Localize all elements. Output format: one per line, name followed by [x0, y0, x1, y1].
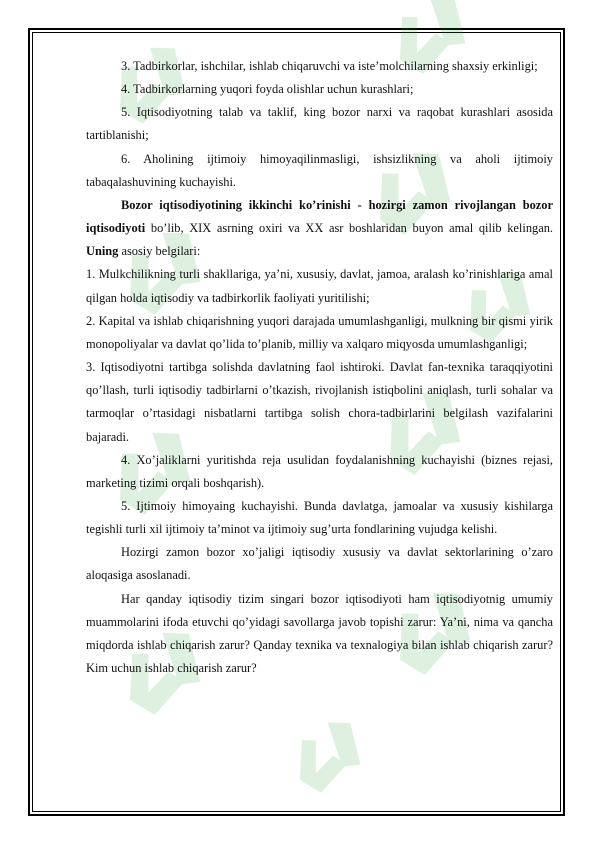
paragraph: 4. Xo’jaliklarni yuritishda reja usulidan foydalanishning kuchayishi (biznes rejasi, marketing tizimi orqali boshqarish).: [86, 452, 553, 490]
paragraph: 6. Aholining ijtimoiy himoyaqilinmasligi, ishsizlikning va aholi ijtimoiy tabaqalashuvining kuchayishi.: [86, 151, 553, 189]
document-body: [86, 55, 553, 680]
paragraph-text: asosiy belgilari:: [118, 244, 201, 259]
paragraph: 2. Kapital va ishlab chiqarishning yuqori darajada umumlashganligi, mulkning bir qismi yirik monopoliyalar va davlat qo’lida to’planib, milliy va xalqaro miqyosda umumlashganligi;: [86, 313, 553, 351]
paragraph: 4. Tadbirkorlarning yuqori foyda olishlar uchun kurashlari;: [121, 82, 414, 97]
paragraph: 5. Ijtimoiy himoyaing kuchayishi. Bunda davlatga, jamoalar va xususiy kishilarga tegishli turli xil ijtimoiy ta’minot va ijtimoiy sug’urta fondlarining vujudga kelishi.: [86, 498, 553, 537]
paragraph: 3. Tadbirkorlar, ishchilar, ishlab chiqaruvchi va iste’molchilarning shaxsiy erkinligi;: [121, 59, 538, 73]
paragraph: 1. Mulkchilikning turli shakllariga, ya’ni, xususiy, davlat, jamoa, aralash ko’rinishlariga amal qilgan holda iqtisodiy va tadbirkorlik faoliyati yuritilishi;: [86, 267, 553, 305]
paragraph: [86, 194, 553, 263]
bold-term: Bozor iqtisodiyotining ikkinchi ko’rinishi - hozirgi zamon rivojlangan bozor iqtisodiyoti: [86, 197, 553, 236]
paragraph: Har qanday iqtisodiy tizim singari bozor iqtisodiyoti ham iqtisodiyotnig umumiy muammolarini ifoda etuvchi qo’yidagi savollarga javob topishi zarur: Ya’ni, nima va qancha miqdorda ishlab chiqarish zarur? Qanday texnika va texnalogiya bilan ishlab chiqarish zarur? Kim uchun ishlab chiqarish zarur?: [86, 591, 553, 676]
bold-term: Uning: [86, 244, 119, 259]
paragraph: 5. Iqtisodiyotning talab va taklif, king bozor narxi va raqobat kurashlari asosida tartiblanishi;: [86, 105, 553, 143]
paragraph-text: bo’lib, XIX asrning oxiri va XX asr boshlaridan buyon amal qilib kelingan.: [145, 221, 553, 236]
paragraph: 3. Iqtisodiyotni tartibga solishda davlatning faol ishtiroki. Davlat fan-texnika taraqqiyotini qo’llash, turli iqtisodiy tadbirlarni o’tkazish, rivojlanish istiqbolini aniqlash, turli sohalar va tarmoqlar o’rtasidagi nisbatlarni tartibga solish chora-tadbirlarini belgilash vazifalarini bajaradi.: [86, 360, 553, 444]
paragraph: Hozirgi zamon bozor xo’jaligi iqtisodiy xususiy va davlat sektorlarining o’zaro aloqasiga asoslanadi.: [86, 545, 553, 583]
